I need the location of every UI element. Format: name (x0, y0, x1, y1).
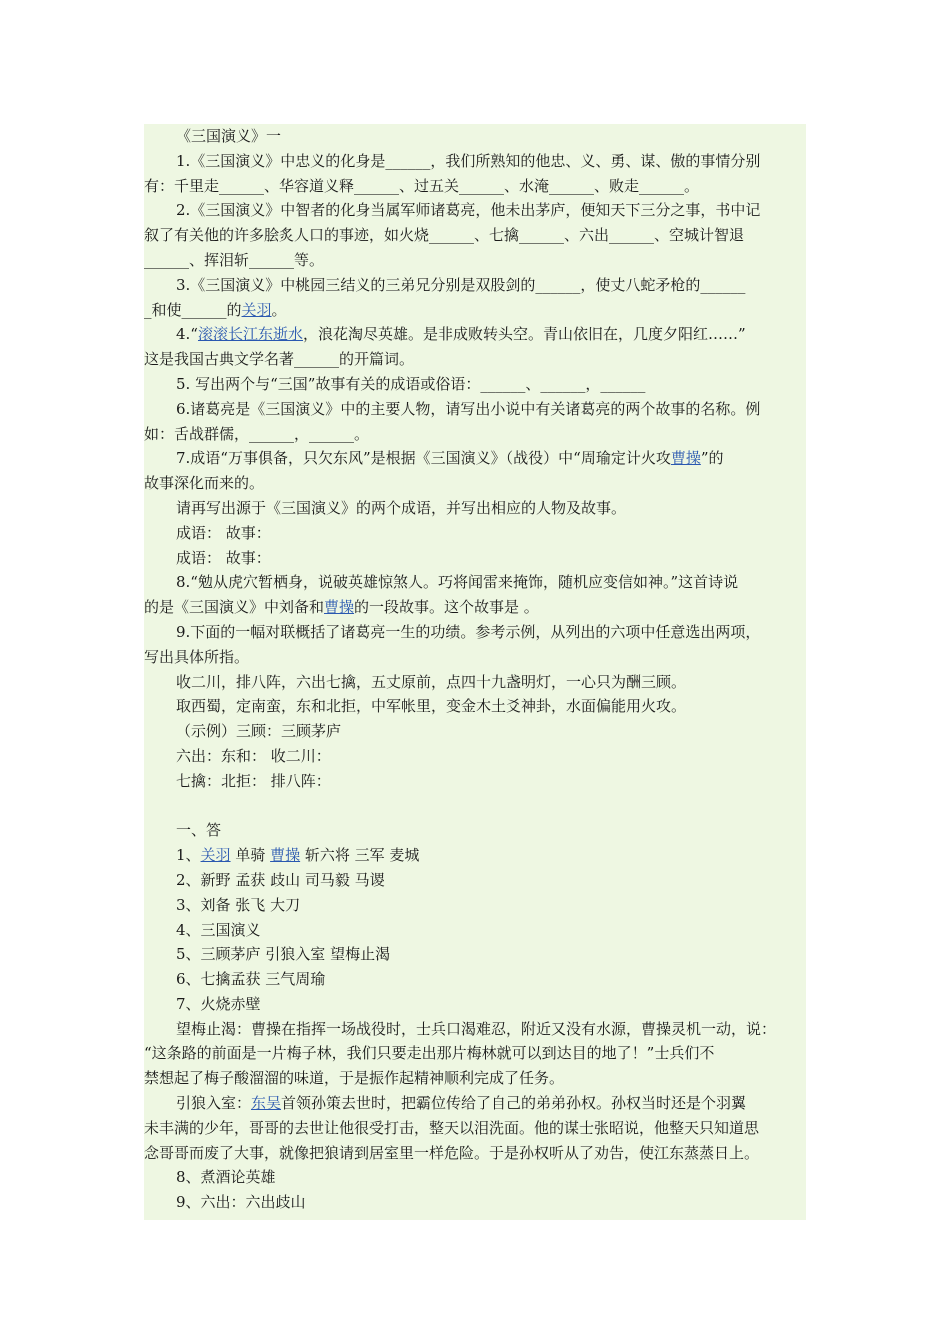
question-3-line-1: 3.《三国演义》中桃园三结义的三弟兄分别是双股剑的______，使丈八蛇矛枪的______ (176, 275, 746, 294)
question-4-line-2: 这是我国古典文学名著______的开篇词。 (144, 350, 415, 369)
yinlang-line-3: 念哥哥而废了大事，就像把狼请到居室里一样危险。于是孙权听从了劝告，使江东蒸蒸日上。 (144, 1143, 760, 1162)
wangmei-line-3: 禁想起了梅子酸溜溜的味道，于是振作起精神顺利完成了任务。 (144, 1069, 565, 1088)
answers-heading: 一、答 (176, 821, 222, 840)
a1-mid: 单骑 (230, 846, 271, 865)
couplet-line-1: 收二川，排八阵，六出七擒，五丈原前，点四十九盏明灯，一心只为酬三顾。 (176, 672, 687, 691)
link-caocao[interactable]: 曹操 (670, 449, 701, 468)
document-title: 《三国演义》一 (176, 127, 282, 145)
question-5: 5. 写出两个与“三国”故事有关的成语或俗语：______、______，______ (176, 374, 646, 393)
answer-5: 5、三顾茅庐 引狼入室 望梅止渴 (176, 945, 391, 964)
answer-4: 4、三国演义 (176, 920, 261, 939)
link-guanyu[interactable]: 关羽 (241, 300, 272, 319)
question-7-line-2: 故事深化而来的。 (144, 474, 265, 493)
q8-text-a: 的是《三国演义》中刘备和 (144, 598, 325, 617)
couplet-line-2: 取西蜀，定南蛮，东和北拒，中军帐里，变金木土爻神卦，水面偏能用火攻。 (176, 697, 687, 716)
q3-text-a: _和使______的 (144, 300, 242, 319)
question-1-line-2: 有：千里走______、华容道义释______、过五关______、水淹______、败走______。 (144, 176, 700, 195)
wangmei-line-2: “这条路的前面是一片梅子林，我们只要走出那片梅林就可以到达目的地了！”士兵们不 (144, 1044, 715, 1063)
question-9-example: （示例）三顾：三顾茅庐 (176, 722, 342, 741)
q8-text-b: 的一段故事。这个故事是 。 (354, 598, 539, 617)
answer-2: 2、新野 孟获 歧山 司马毅 马谡 (176, 870, 385, 889)
question-6-line-1: 6.诸葛亮是《三国演义》中的主要人物，请写出小说中有关诸葛亮的两个故事的名称。例 (176, 399, 761, 418)
spacer (144, 794, 814, 819)
link-caocao-answer[interactable]: 曹操 (270, 846, 301, 865)
q7-text-a: 7.成语“万事俱备，只欠东风”是根据《三国演义》（战役）中“周瑜定计火攻 (176, 449, 671, 468)
link-gungun-changjiang[interactable]: 滚滚长江东逝水 (197, 325, 303, 344)
question-1-line-1: 1.《三国演义》中忠义的化身是______，我们所熟知的他忠、义、勇、谋、傲的事情分别 (176, 151, 761, 170)
question-9-blank-2: 七擒：北拒： 排八阵： (176, 771, 331, 790)
answer-6: 6、七擒孟获 三气周瑜 (176, 970, 326, 989)
answer-8: 8、煮酒论英雄 (176, 1168, 276, 1187)
question-8-line-2 (144, 595, 814, 620)
question-7-idiom-2: 成语： 故事： (176, 548, 271, 567)
link-guanyu-answer[interactable]: 关羽 (200, 846, 231, 865)
question-2-line-2: 叙了有关他的许多脍炙人口的事迹，如火烧______、七擒______、六出______、空城计智退 (144, 226, 745, 245)
answer-9: 9、六出：六出歧山 (176, 1193, 306, 1212)
wangmei-line-1: 望梅止渴：曹操在指挥一场战役时，士兵口渴难忍，附近又没有水源，曹操灵机一动，说： (176, 1019, 777, 1038)
link-dongwu[interactable]: 东吴 (251, 1094, 282, 1113)
question-2-line-3: ______、挥泪斩______等。 (144, 250, 325, 269)
link-caocao-2[interactable]: 曹操 (324, 598, 355, 617)
document-body (144, 124, 814, 1215)
q3-text-b: 。 (271, 300, 287, 319)
a1-prefix: 1、 (176, 846, 201, 865)
q4-text-b: ，浪花淘尽英雄。是非成败转头空。青山依旧在，几度夕阳红……” (303, 325, 746, 344)
question-8-line-1: 8.“勉从虎穴暂栖身，说破英雄惊煞人。巧将闻雷来掩饰，随机应变信如神。”这首诗说 (176, 573, 739, 592)
question-9-blank-1: 六出：东和： 收二川： (176, 746, 331, 765)
yinlang-text: 首领孙策去世时，把霸位传给了自己的弟弟孙权。孙权当时还是个羽翼 (281, 1094, 747, 1113)
question-2-line-1: 2.《三国演义》中智者的化身当属军师诸葛亮，他未出茅庐，便知天下三分之事，书中记 (176, 201, 761, 220)
question-9-line-2: 写出具体所指。 (144, 647, 250, 666)
answer-1 (144, 843, 814, 868)
yinlang-line-1 (144, 1091, 814, 1116)
yinlang-line-2: 未丰满的少年，哥哥的去世让他很受打击，整天以泪洗面。他的谋士张昭说，他整天只知道思 (144, 1118, 760, 1137)
question-7-line-3: 请再写出源于《三国演义》的两个成语，并写出相应的人物及故事。 (176, 498, 627, 517)
answer-3: 3、刘备 张飞 大刀 (176, 895, 301, 914)
a1-rest: 斩六将 三军 麦城 (300, 846, 420, 865)
question-6-line-2: 如：舌战群儒，______，______。 (144, 424, 370, 443)
question-3-line-2 (144, 298, 814, 323)
q4-text-a: 4.“ (176, 325, 198, 344)
question-7-idiom-1: 成语： 故事： (176, 523, 271, 542)
question-9-line-1: 9.下面的一幅对联概括了诸葛亮一生的功绩。参考示例，从列出的六项中任意选出两项， (176, 622, 761, 641)
yinlang-label: 引狼入室： (176, 1094, 252, 1113)
question-4-line-1 (144, 322, 814, 347)
question-7-line-1 (144, 446, 814, 471)
q7-text-b: ”的 (700, 449, 724, 468)
answer-7: 7、火烧赤壁 (176, 994, 261, 1013)
